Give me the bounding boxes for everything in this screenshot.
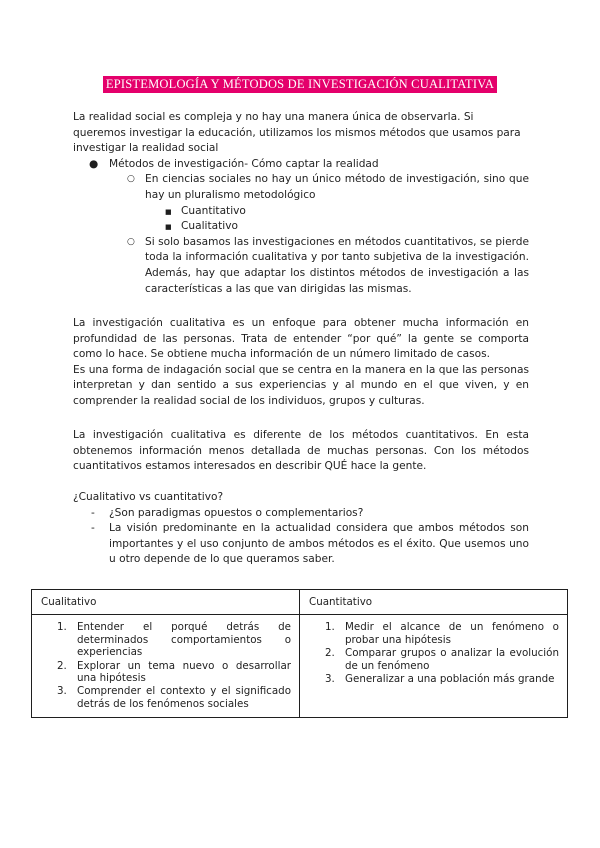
list-item (308, 673, 559, 685)
item-text: Explorar un tema nuevo o desarrollar una hipótesis (77, 659, 291, 685)
dash-item-paradigms (73, 506, 529, 522)
item-text: Medir el alcance de un fenómeno o probar una hipótesis (345, 621, 559, 646)
section-comparison (73, 490, 529, 568)
table-cell-cualitativo (32, 615, 300, 718)
sub-bullet-marker: ○ (127, 236, 135, 247)
item-cuantitativo-text: Cuantitativo (181, 204, 246, 217)
title-wrap (0, 73, 600, 93)
table-row (32, 615, 568, 718)
paragraph-differences: La investigación cualitativa es diferente de los métodos cuantitativos. En esta obtenemos información menos detallada de muchas personas. Con los métodos cuantitativos estamos interesados en describir QUÉ hace la gente. (73, 429, 529, 473)
question-heading: ¿Cualitativo vs cuantitativo? (73, 491, 224, 503)
sub-bullet-quantitative-limits-text: Si solo basamos las investigaciones en métodos cuantitativos, se pierde toda la información cualitativa y por tanto subjetiva de la investigación. Además, hay que adaptar los distintos métodos de investigación a las características a las que van dirigidas las mismas. (145, 235, 529, 295)
list-item-cuantitativo (73, 204, 529, 220)
list-item (40, 685, 291, 710)
dash-item-predominant-view-text: La visión predominante en la actualidad considera que ambos métodos son importantes y el uso conjunto de ambos métodos es el éxito. Que usemos uno u otro depende de lo que queramos saber. (109, 522, 529, 566)
table-cell-cuantitativo (300, 615, 568, 718)
section-intro (73, 110, 529, 297)
bullet-marker: ● (89, 157, 99, 170)
item-number: 3. (57, 685, 67, 698)
item-number: 3. (325, 673, 335, 686)
section-differences (73, 428, 529, 475)
item-text: Comprender el contexto y el significado detrás de los fenómenos sociales (77, 685, 291, 710)
item-number: 2. (57, 659, 67, 672)
item-text: Comparar grupos o analizar la evolución de un fenómeno (345, 647, 559, 672)
item-text: Entender el porqué detrás de determinados comportamientos o experiencias (77, 621, 291, 659)
table-header-cuantitativo: Cuantitativo (300, 590, 568, 615)
paragraph-social-inquiry: Es una forma de indagación social que se centra en la manera en la que las personas interpretan y dan sentido a sus experiencias y al mundo en el que viven, y en comprender la realidad social de los individuos, grupos y culturas. (73, 363, 529, 407)
dash-marker: - (91, 522, 95, 535)
dash-marker: - (91, 506, 95, 519)
square-marker: ■ (165, 207, 172, 216)
list-item (40, 621, 291, 658)
list-item (40, 660, 291, 685)
dash-item-predominant-view (73, 521, 529, 568)
square-marker: ■ (165, 223, 172, 232)
sub-bullet-marker: ○ (127, 174, 135, 185)
list-item (308, 647, 559, 672)
paragraph-qualitative-approach: La investigación cualitativa es un enfoque para obtener mucha información en profundidad de las personas. Trata de entender “por qué” la gente se comporta como lo hace. Se obtiene mucha información de un número limitado de casos. (73, 317, 529, 361)
item-number: 1. (325, 621, 335, 634)
table-header-cualitativo: Cualitativo (32, 590, 300, 615)
item-cualitativo-text: Cualitativo (181, 220, 238, 233)
item-text: Generalizar a una población más grande (345, 673, 555, 686)
sub-bullet-pluralism-text: En ciencias sociales no hay un único método de investigación, sino que hay un pluralismo metodológico (145, 173, 529, 201)
list-item (308, 621, 559, 646)
table-header-row (32, 590, 568, 615)
list-item-cualitativo (73, 219, 529, 235)
intro-paragraph: La realidad social es compleja y no hay una manera única de observarla. Si queremos investigar la educación, utilizamos los mismos métodos que usamos para investigar la realidad social (73, 111, 521, 155)
sub-bullet-quantitative-limits (73, 235, 529, 297)
bullet-methods (73, 157, 529, 173)
section-qualitative-definition (73, 316, 529, 410)
item-number: 1. (57, 621, 67, 634)
comparison-table (31, 589, 568, 718)
bullet-methods-label: Métodos de investigación- Cómo captar la realidad (109, 157, 379, 170)
item-number: 2. (325, 647, 335, 660)
sub-bullet-pluralism (73, 172, 529, 203)
page-title: EPISTEMOLOGÍA Y MÉTODOS DE INVESTIGACIÓN CUALITATIVA (103, 76, 497, 93)
dash-item-paradigms-text: ¿Son paradigmas opuestos o complementarios? (109, 506, 364, 519)
